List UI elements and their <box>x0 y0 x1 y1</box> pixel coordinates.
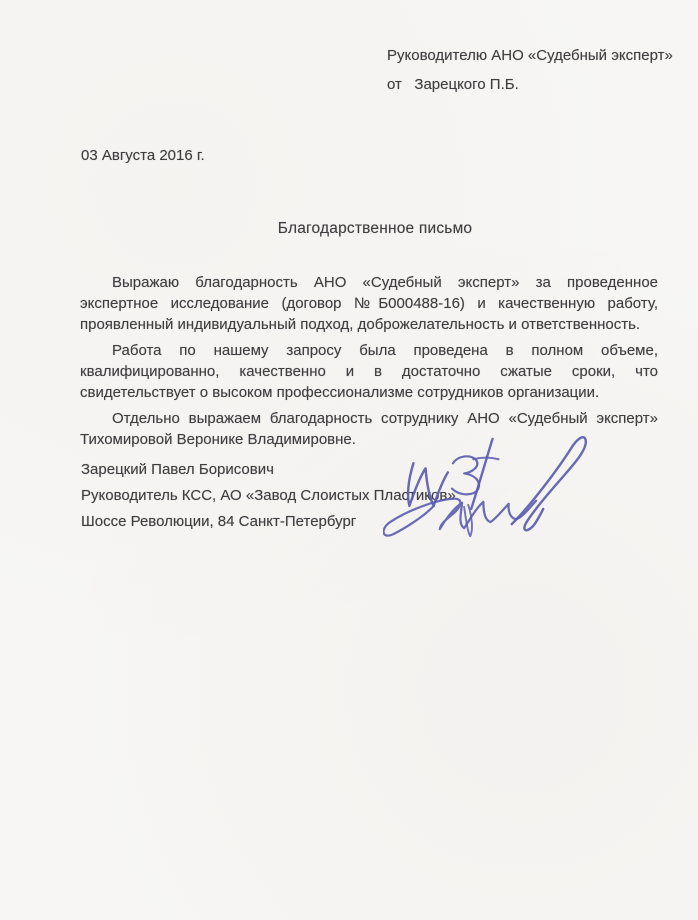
sender-line: от Зарецкого П.Б. <box>387 76 519 93</box>
letter-date: 03 Августа 2016 г. <box>81 147 205 164</box>
handwritten-signature-icon <box>383 410 601 548</box>
signatory-name: Зарецкий Павел Борисович <box>81 461 274 478</box>
body-paragraph-2: Работа по нашему запросу была проведена в полном объеме, квалифицированно, качественно и в достаточно сжатые сроки, что свидетельствует о высоком профессионализме сотрудников организации. <box>80 342 658 401</box>
body-paragraph-1: Выражаю благодарность АНО «Судебный эксперт» за проведенное экспертное исследование (договор №Б000488-16) и качественную работу, проявленный индивидуальный подход, доброжелательность и ответственность. <box>80 274 658 333</box>
letter-title: Благодарственное письмо <box>277 220 473 237</box>
letter-header <box>387 46 673 94</box>
body-paragraph-3: Отдельно выражаем благодарность сотруднику АНО «Судебный эксперт» Тихомировой Веронике Владимировне. <box>80 410 658 448</box>
signatory-address: Шоссе Революции, 84 Санкт-Петербург <box>81 513 357 530</box>
signatory-position: Руководитель КСС, АО «Завод Слоистых Пластиков» <box>81 487 456 504</box>
recipient-line: Руководителю АНО «Судебный эксперт» <box>387 47 673 64</box>
